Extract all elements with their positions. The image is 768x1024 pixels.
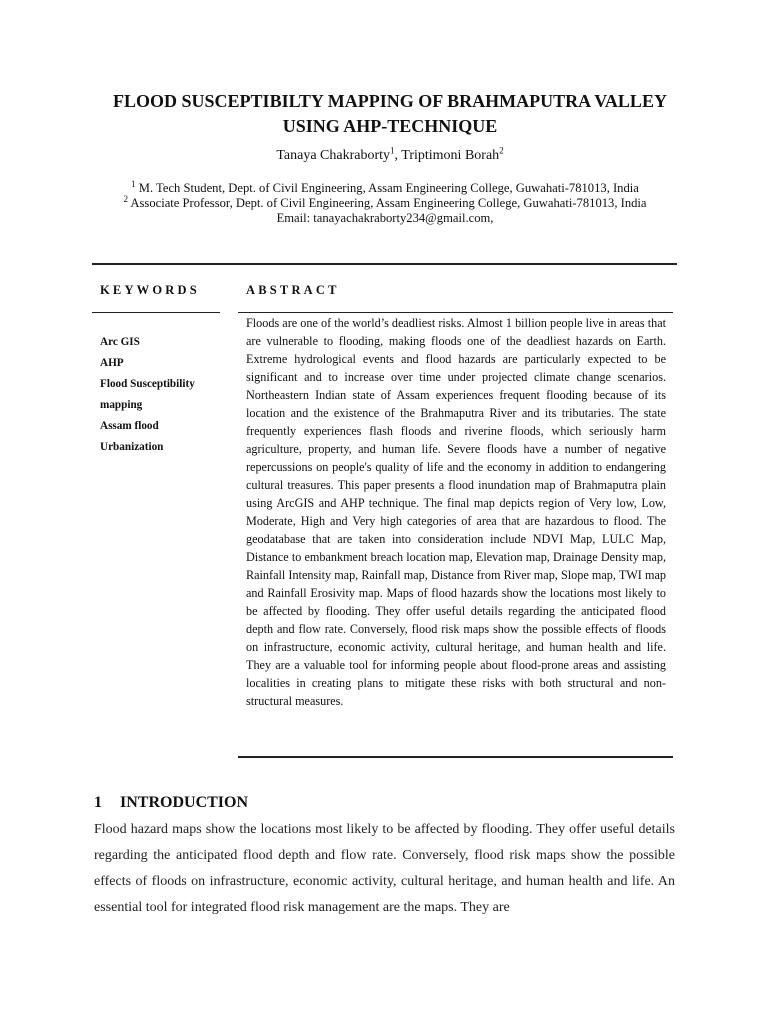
keyword-item: Assam flood — [100, 420, 159, 432]
affiliation — [95, 193, 675, 211]
affiliation-text: M. Tech Student, Dept. of Civil Engineering, Assam Engineering College, Guwahati-781013, India — [135, 181, 639, 195]
introduction-text: Flood hazard maps show the locations most likely to be affected by flooding. They offer useful details regarding the anticipated flood depth and flow rate. Conversely, flood risk maps show the possible effects of floods on infrastructure, economic activity, cultural heritage, and human health and life. An essential tool for integrated flood risk management are the maps. They are — [94, 822, 675, 915]
keywords-divider — [92, 312, 220, 313]
abstract-heading: ABSTRACT — [246, 283, 340, 297]
keyword-item: Arc GIS — [100, 336, 140, 348]
author-affiliation-marker: 1 — [390, 145, 395, 156]
abstract-text: Floods are one of the world’s deadliest risks. Almost 1 billion people live in areas that are vulnerable to flooding, making floods one of the deadliest hazards on Earth. Extreme hydrological events and flood hazards are particularly expected to be significant and to increase over time under projected climate change scenarios. Northeastern Indian state of Assam experiences frequent flooding because of its location and the existence of the Brahmaputra River and its tributaries. The state frequently experiences flash floods and riverine floods, which seriously harm agriculture, property, and human life. Severe floods have a number of negative repercussions on people's quality of life and the economy in addition to endangering cultural treasures. This paper presents a flood inundation map of Brahmaputra plain using ArcGIS and AHP technique. The final map depicts region of Very low, Low, Moderate, High and Very high categories of area that are hazardous to flood. The geodatabase that are taken into consideration include NDVI Map, LULC Map, Distance to embankment breach location map, Elevation map, Drainage Density map, Rainfall Intensity map, Rainfall map, Distance from River map, Slope map, TWI map and Rainfall Erosivity map. Maps of flood hazards show the locations most likely to be affected by flooding. They offer useful details regarding the anticipated flood depth and flow rate. Conversely, flood risk maps show the possible effects of floods on infrastructure, economic activity, cultural heritage, and human health and life. They are a valuable tool for informing people about flood-prone areas and assisting localities in creating plans to mitigate these risks with both structural and non-structural measures. — [246, 316, 666, 708]
author-separator: , — [394, 148, 402, 163]
author-line — [100, 147, 680, 165]
abstract-divider — [238, 312, 673, 313]
keyword-item: Urbanization — [100, 441, 164, 453]
affiliations-block — [95, 178, 675, 226]
section-heading-introduction — [94, 793, 248, 813]
keywords-list — [100, 332, 230, 458]
affiliation-marker: 2 — [123, 193, 128, 204]
section-number: 1 — [94, 794, 102, 811]
keyword-item: AHP — [100, 357, 124, 369]
keyword-item: Flood Susceptibility mapping — [100, 378, 195, 411]
keywords-heading: KEYWORDS — [100, 283, 200, 297]
paper-title: FLOOD SUSCEPTIBILTY MAPPING OF BRAHMAPUTRA VALLEY USING AHP-TECHNIQUE — [113, 91, 667, 136]
top-divider — [92, 263, 677, 265]
author-affiliation-marker: 2 — [499, 145, 504, 156]
contact-email: Email: tanayachakraborty234@gmail.com, — [276, 211, 494, 225]
affiliation — [95, 178, 675, 196]
section-title: INTRODUCTION — [120, 794, 249, 811]
author-name: Triptimoni Borah — [401, 148, 500, 163]
abstract-bottom-divider — [238, 756, 673, 758]
affiliation-text: Associate Professor, Dept. of Civil Engineering, Assam Engineering College, Guwahati-781013, India — [127, 196, 647, 210]
author-name: Tanaya Chakraborty — [276, 148, 391, 163]
affiliation-marker: 1 — [131, 178, 136, 189]
